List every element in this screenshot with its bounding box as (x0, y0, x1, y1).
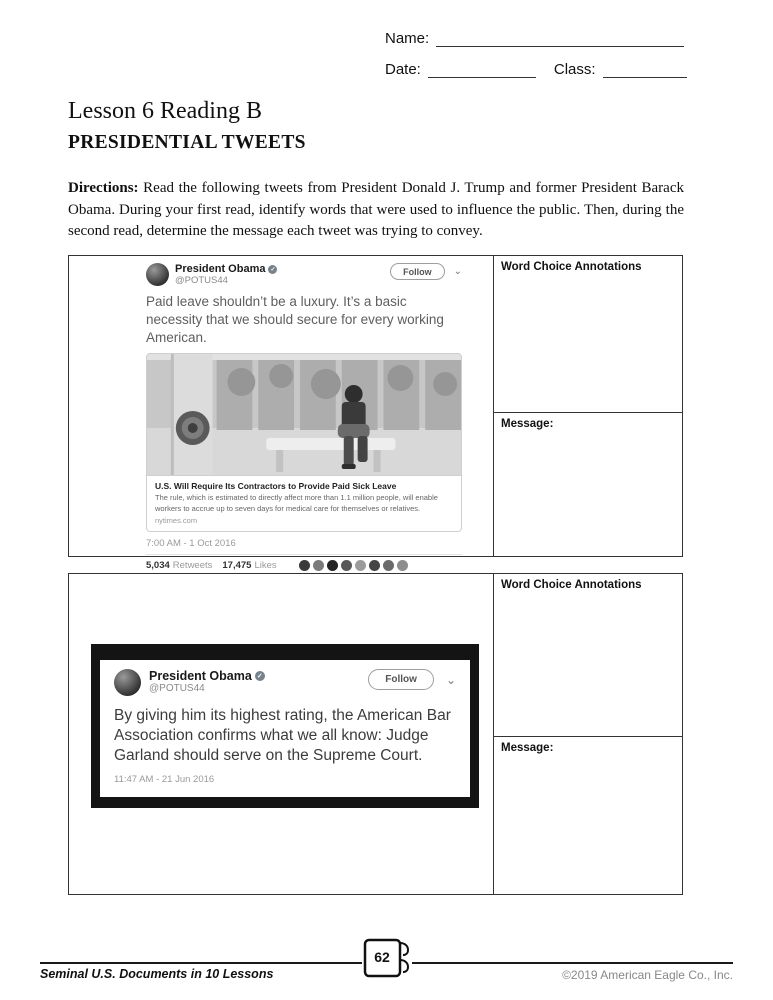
annotation-column-2 (493, 574, 682, 894)
retweet-label: Retweets (172, 559, 213, 571)
author-name (149, 669, 265, 683)
message-label: Message: (501, 742, 554, 754)
tweet1-media (146, 353, 462, 531)
tweet1-follow-area (390, 263, 462, 280)
author-handle: @POTUS44 (175, 275, 228, 286)
tweet1-link-card (147, 475, 461, 530)
verified-badge-icon: ✓ (270, 266, 276, 273)
liker-avatar (299, 560, 310, 571)
liker-avatar (369, 560, 380, 571)
footer-series-title: Seminal U.S. Documents in 10 Lessons (40, 967, 274, 981)
follow-button: Follow (368, 669, 434, 690)
verified-badge-icon: ✓ (255, 671, 265, 681)
avatar (114, 669, 141, 696)
tweet1-divider (146, 554, 462, 555)
tweet2-timestamp: 11:47 AM - 21 Jun 2016 (114, 774, 215, 786)
liker-avatar (313, 560, 324, 571)
page-number: 62 (374, 949, 390, 965)
class-label: Class: (553, 61, 596, 78)
author-name-text: President Obama (149, 669, 252, 683)
liker-avatar (383, 560, 394, 571)
word-choice-area-2[interactable] (494, 574, 682, 736)
link-card-description: The rule, which is estimated to directly affect more than 1.1 million people, will enable workers to accrue up to seven days for medical care for themselves or relatives. (155, 493, 438, 513)
liker-avatars (299, 560, 408, 571)
activity-box-tweet2 (68, 573, 683, 895)
liker-avatar (355, 560, 366, 571)
name-input-line[interactable] (436, 31, 684, 47)
tweet1-photo (147, 354, 461, 475)
footer-copyright: ©2019 American Eagle Co., Inc. (562, 968, 733, 982)
name-label: Name: (385, 30, 430, 47)
chevron-down-icon: ⌄ (453, 266, 462, 277)
date-class-field-row (385, 61, 687, 78)
activity-box-tweet1 (68, 255, 683, 571)
message-label: Message: (501, 418, 554, 430)
directions-text: Read the following tweets from President Donald J. Trump and former President Barack Obama. During your first read, identify words that were used to influence the public. Then, during the second read, determine the message each tweet was trying to convey. (68, 180, 684, 239)
tweet1-nameblock (175, 263, 277, 286)
date-label: Date: (385, 61, 421, 78)
tweet1-header (146, 263, 462, 286)
lesson-title: Lesson 6 Reading B (68, 98, 262, 124)
tweet2-screenshot (100, 660, 470, 797)
author-name (175, 263, 277, 275)
tweet1-timestamp: 7:00 AM - 1 Oct 2016 (146, 537, 236, 549)
date-input-line[interactable] (428, 62, 536, 78)
tweet2-header (114, 669, 456, 696)
tweet1-screenshot (146, 263, 462, 571)
directions-paragraph (68, 178, 684, 243)
annotation-column-1 (493, 256, 682, 556)
name-field-row (385, 30, 684, 47)
author-name-text: President Obama (175, 263, 266, 275)
message-area-2[interactable] (494, 736, 682, 894)
link-card-source: nytimes.com (155, 515, 198, 525)
like-count: 17,475 (222, 559, 252, 571)
worksheet-subtitle: PRESIDENTIAL TWEETS (68, 132, 306, 153)
class-input-line[interactable] (603, 62, 687, 78)
tweet1-stats (146, 560, 462, 571)
retweet-count: 5,034 (146, 559, 170, 571)
word-choice-label: Word Choice Annotations (501, 579, 642, 591)
tweet2-follow-area (368, 669, 456, 690)
like-label: Likes (254, 559, 277, 571)
tweet2-photo-frame (91, 644, 479, 808)
liker-avatar (327, 560, 338, 571)
directions-label: Directions: (68, 180, 139, 196)
tweet2-nameblock (149, 669, 265, 694)
tweet1-text: Paid leave shouldn’t be a luxury. It’s a basic necessity that we should secure for every working American. (146, 294, 444, 345)
tweet2-text: By giving him its highest rating, the American Bar Association confirms what we all know: Judge Garland should serve on the Supreme Court. (114, 707, 451, 764)
liker-avatar (397, 560, 408, 571)
tweet2-zone (69, 574, 493, 894)
word-choice-area-1[interactable] (494, 256, 682, 412)
message-area-1[interactable] (494, 412, 682, 556)
link-card-title: U.S. Will Require Its Contractors to Provide Paid Sick Leave (155, 481, 397, 492)
word-choice-label: Word Choice Annotations (501, 261, 642, 273)
tweet1-zone (69, 256, 493, 571)
author-handle: @POTUS44 (149, 683, 205, 694)
liker-avatar (341, 560, 352, 571)
follow-button: Follow (390, 263, 445, 280)
avatar (146, 263, 169, 286)
page-number-badge (362, 936, 412, 980)
chevron-down-icon: ⌄ (445, 672, 456, 687)
